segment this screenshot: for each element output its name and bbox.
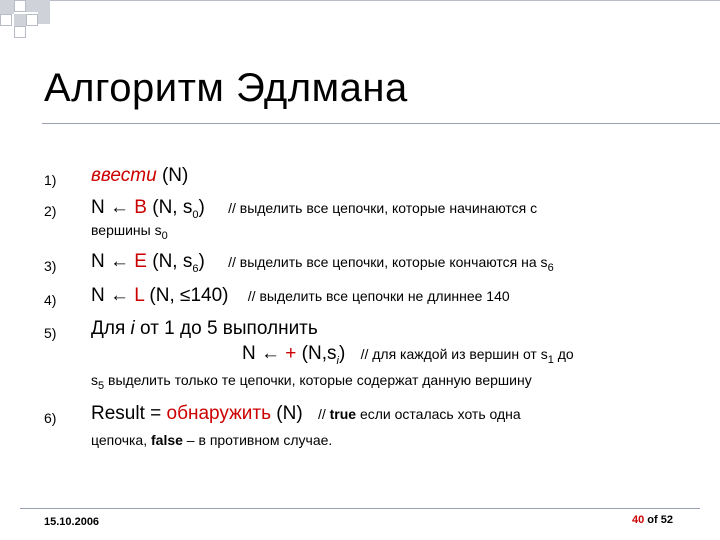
- step-args: (N, s: [146, 197, 193, 218]
- corner-square: [0, 14, 12, 26]
- page-total: 52: [660, 514, 673, 526]
- page-indicator: [632, 514, 673, 526]
- step-lhs: Result =: [91, 403, 167, 424]
- step-number: 5): [44, 325, 57, 341]
- step-op: ввести: [91, 165, 157, 186]
- step-number: 6): [44, 410, 57, 426]
- step-args: ): [198, 197, 205, 218]
- step-args: (N): [271, 403, 303, 424]
- footer-divider: [20, 508, 700, 509]
- corner-square: [14, 26, 26, 38]
- page-current: 40: [632, 514, 645, 526]
- corner-square: [14, 14, 26, 26]
- step-args: ): [198, 251, 205, 272]
- step-comment: // true если осталась хоть одна: [317, 406, 521, 422]
- step-comment: // выделить все цепочки, которые начинаются с: [228, 200, 538, 216]
- footer-date: 15.10.2006: [44, 516, 100, 528]
- step-lhs: N ←: [91, 285, 135, 306]
- step-text: Для: [91, 318, 131, 339]
- step-number: 1): [44, 172, 57, 188]
- step-number: 3): [44, 258, 57, 274]
- step-2-comment-cont: [91, 222, 168, 242]
- step-lhs: N ←: [91, 197, 135, 218]
- step-comment: вершины s: [91, 222, 162, 238]
- step-func: обнаружить: [166, 403, 272, 424]
- step-3: [91, 251, 554, 275]
- step-4: [91, 285, 510, 307]
- step-5-inner: [242, 343, 574, 367]
- step-lhs: N ←: [242, 343, 286, 364]
- step-comment: // выделить все цепочки, которые кончаются на $s_6$: [228, 254, 554, 274]
- step-var: i: [130, 318, 135, 339]
- page-title: Алгоритм Эдлмана: [44, 66, 408, 110]
- step-func: +: [285, 343, 297, 364]
- step-comment: // выделить все цепочки не длиннее 140: [247, 288, 510, 304]
- step-sub: i: [336, 354, 339, 367]
- step-6: [91, 403, 521, 425]
- step-func: E: [134, 251, 147, 272]
- top-rule: [0, 0, 720, 1]
- page-of: of: [644, 514, 661, 526]
- step-args: ): [338, 343, 346, 364]
- step-sub: 0: [161, 229, 168, 242]
- corner-square: [38, 12, 50, 24]
- step-text: от 1 до 5 выполнить: [134, 318, 318, 339]
- step-6-comment-cont: цепочка, false – в противном случае.: [91, 432, 333, 448]
- step-number: 2): [44, 203, 57, 219]
- step-args: (N, ≤140): [144, 285, 229, 306]
- step-1: [91, 165, 188, 187]
- step-2: [91, 197, 537, 221]
- title-divider: [42, 123, 720, 124]
- step-lhs: N ←: [91, 251, 135, 272]
- step-sub: 6: [192, 262, 199, 275]
- step-func: L: [134, 285, 145, 306]
- step-args: (N,s: [296, 343, 337, 364]
- corner-square: [26, 0, 38, 12]
- step-args: (N, s: [146, 251, 193, 272]
- step-5: [91, 318, 318, 340]
- corner-square: [0, 0, 14, 14]
- step-comment: // для каждой из вершин от $s_1$ до: [360, 346, 574, 366]
- step-args: (N): [161, 165, 189, 186]
- corner-square: [14, 0, 26, 12]
- step-func: B: [134, 197, 147, 218]
- corner-square: [26, 14, 38, 26]
- step-5-comment-cont: $s_5$ выделить только те цепочки, которые содержат данную вершину: [91, 372, 532, 392]
- step-sub: 0: [192, 208, 199, 221]
- step-number: 4): [44, 292, 57, 308]
- corner-square: [38, 0, 50, 12]
